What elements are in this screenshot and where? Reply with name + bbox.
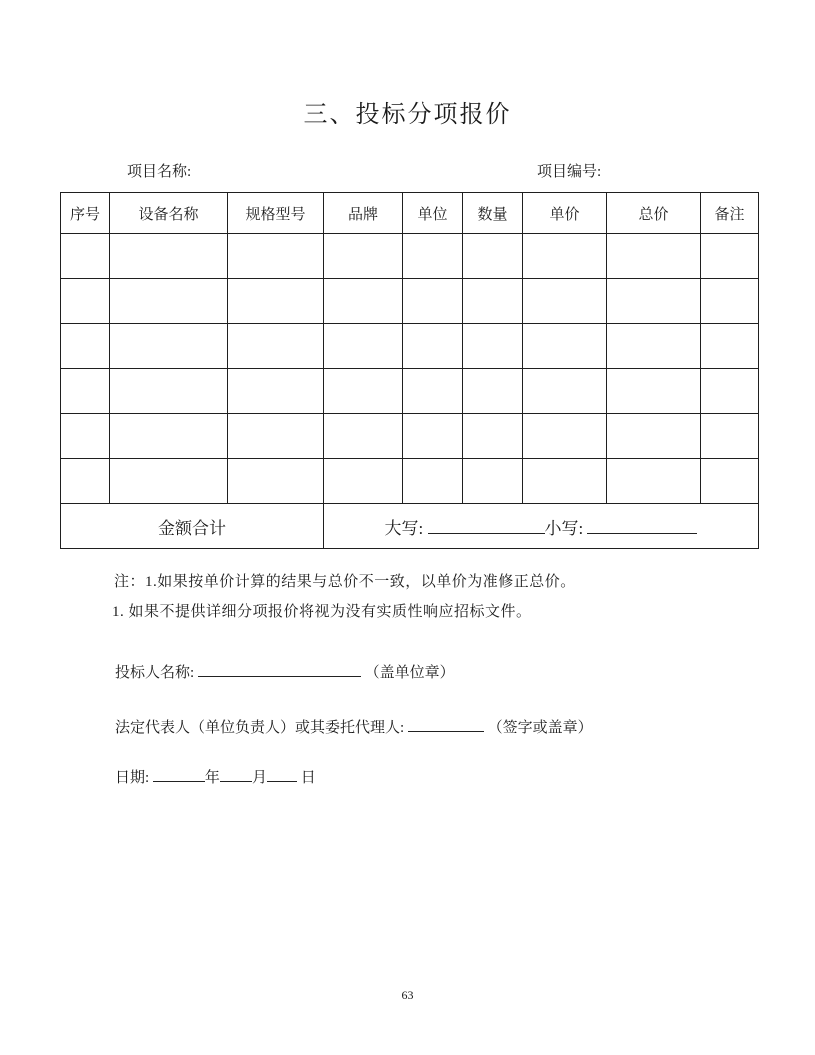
date-year-blank [153, 767, 205, 782]
table-cell [701, 324, 759, 369]
table-cell [403, 279, 463, 324]
column-header-quantity: 数量 [463, 193, 523, 234]
table-cell [607, 369, 701, 414]
table-cell [110, 324, 228, 369]
table-cell [110, 369, 228, 414]
table-cell [324, 279, 403, 324]
date-month-label: 月 [251, 770, 267, 786]
bidder-name-line [115, 661, 455, 682]
table-cell [607, 234, 701, 279]
date-year-label: 年 [204, 770, 220, 786]
table-cell [61, 369, 110, 414]
column-header-equipment: 设备名称 [110, 193, 228, 234]
table-cell [701, 459, 759, 504]
table-cell [228, 369, 324, 414]
table-cell [228, 234, 324, 279]
column-header-unit-price: 单价 [523, 193, 607, 234]
amount-in-figures-label: 小写: [544, 518, 584, 538]
table-row [61, 234, 759, 279]
table-cell [61, 324, 110, 369]
table-cell [701, 369, 759, 414]
table-row [61, 459, 759, 504]
amount-in-figures-blank [587, 519, 697, 534]
table-cell [403, 459, 463, 504]
table-cell [523, 279, 607, 324]
table-body [61, 234, 759, 504]
representative-blank [408, 717, 484, 732]
table-cell [607, 324, 701, 369]
column-header-index: 序号 [61, 193, 110, 234]
table-cell [324, 234, 403, 279]
column-header-total-price: 总价 [607, 193, 701, 234]
table-cell [228, 279, 324, 324]
table-cell [523, 369, 607, 414]
representative-suffix: （签字或盖章） [487, 720, 593, 736]
table-cell [324, 459, 403, 504]
table-cell [110, 414, 228, 459]
amount-in-words-label: 大写: [384, 518, 424, 538]
table-cell [61, 279, 110, 324]
table-cell [463, 369, 523, 414]
page-title: 三、投标分项报价 [303, 102, 512, 128]
table-cell [403, 234, 463, 279]
table-cell [403, 414, 463, 459]
table-cell [110, 459, 228, 504]
table-row [61, 324, 759, 369]
table-cell [701, 234, 759, 279]
project-name-label: 项目名称: [127, 164, 192, 180]
table-cell [607, 459, 701, 504]
table-cell [61, 414, 110, 459]
table-cell [324, 414, 403, 459]
date-day-blank [267, 767, 297, 782]
table-cell [228, 414, 324, 459]
bidder-name-suffix: （盖单位章） [364, 665, 455, 681]
representative-line [115, 716, 593, 737]
table-cell [607, 414, 701, 459]
date-label: 日期: [115, 770, 150, 786]
table-cell [523, 414, 607, 459]
date-day-label: 日 [300, 770, 316, 786]
table-cell [110, 279, 228, 324]
column-header-unit: 单位 [403, 193, 463, 234]
page-number: 63 [401, 988, 414, 1002]
table-cell [324, 324, 403, 369]
date-line [115, 766, 316, 787]
bidder-name-blank [198, 662, 361, 677]
amount-cell [324, 504, 759, 549]
table-cell [403, 369, 463, 414]
table-row [61, 414, 759, 459]
bidder-name-label: 投标人名称: [115, 665, 195, 681]
table-cell [228, 324, 324, 369]
table-cell [61, 459, 110, 504]
table-cell [324, 369, 403, 414]
note-line-2: 1. 如果不提供详细分项报价将视为没有实质性响应招标文件。 [112, 604, 532, 620]
table-cell [463, 459, 523, 504]
table-cell [523, 324, 607, 369]
table-cell [701, 279, 759, 324]
quotation-table [60, 192, 759, 549]
table-row [61, 279, 759, 324]
table-cell [61, 234, 110, 279]
table-cell [523, 234, 607, 279]
column-header-brand: 品牌 [324, 193, 403, 234]
header-row [61, 193, 759, 234]
representative-label: 法定代表人（单位负责人）或其委托代理人: [115, 720, 405, 736]
project-number-label: 项目编号: [537, 164, 602, 180]
column-header-remarks: 备注 [701, 193, 759, 234]
total-amount-label: 金额合计 [61, 504, 324, 549]
column-header-spec-model: 规格型号 [228, 193, 324, 234]
table-cell [463, 414, 523, 459]
table-cell [403, 324, 463, 369]
table-cell [607, 279, 701, 324]
table-cell [523, 459, 607, 504]
table-cell [463, 279, 523, 324]
table-row [61, 369, 759, 414]
table-cell [701, 414, 759, 459]
table-cell [463, 324, 523, 369]
amount-in-words-blank [428, 519, 545, 534]
table-cell [110, 234, 228, 279]
note-line-1: 注：1.如果按单价计算的结果与总价不一致，以单价为准修正总价。 [114, 574, 576, 590]
table-cell [228, 459, 324, 504]
date-month-blank [220, 767, 252, 782]
total-row [61, 504, 759, 549]
table-cell [463, 234, 523, 279]
